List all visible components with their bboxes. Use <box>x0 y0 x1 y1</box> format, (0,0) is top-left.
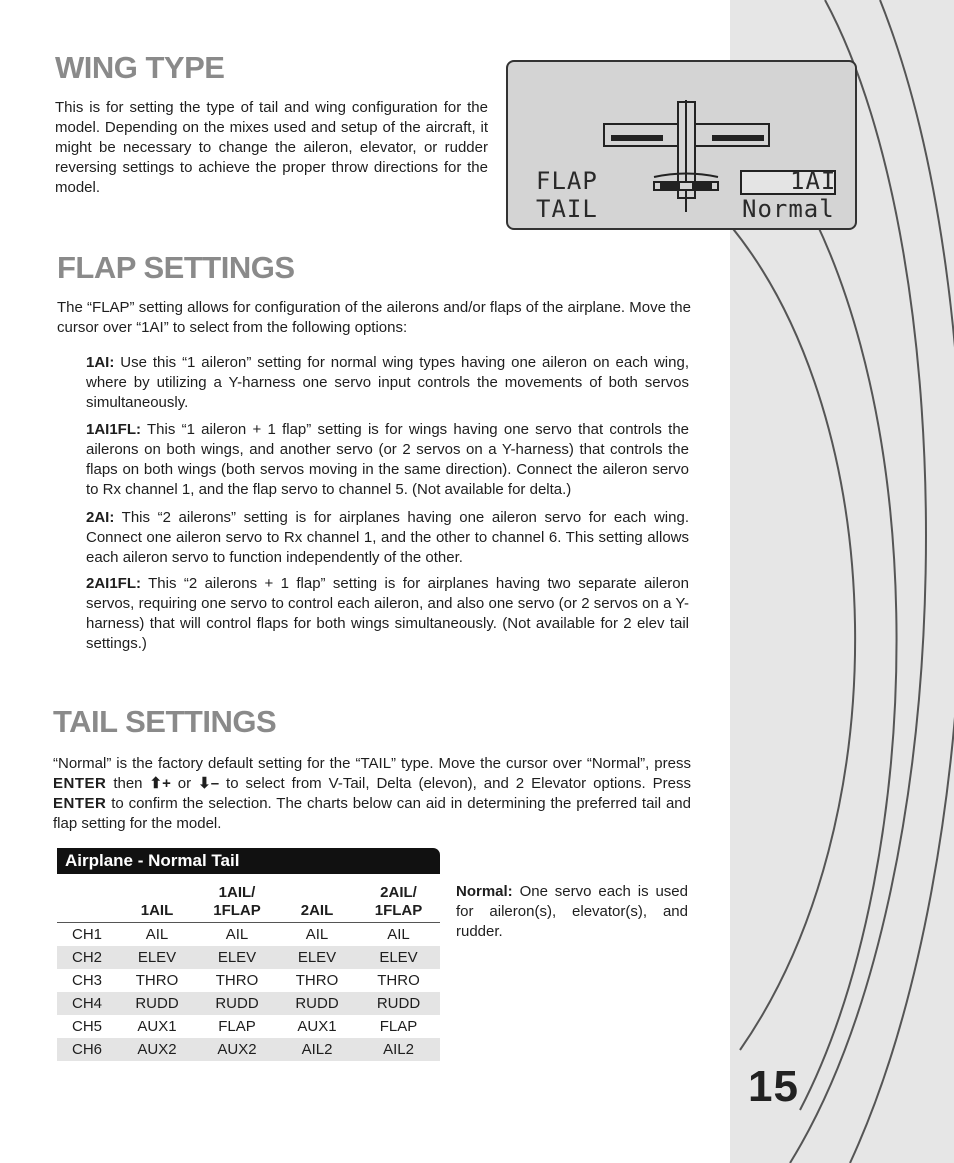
note-text: One servo each is used for aileron(s), elevator(s), and rudder. <box>456 883 688 940</box>
table-cell: RUDD <box>117 992 197 1015</box>
page-number: 15 <box>748 1062 799 1111</box>
wing-type-heading: WING TYPE <box>55 50 225 85</box>
table-cell: AIL2 <box>357 1038 440 1061</box>
table-row <box>57 1015 440 1038</box>
table-cell: AIL <box>305 926 329 943</box>
option-text: Use this “1 aileron” setting for normal wing types having one aileron on each wing, where by utilizing a Y-harness one servo input controls the movements of both servos simultaneously. <box>86 354 689 411</box>
table-cell: AIL <box>145 926 169 943</box>
table-cell: THRO <box>295 972 339 989</box>
lcd-flap-label: FLAP <box>536 167 598 195</box>
table-title: Airplane - Normal Tail <box>57 848 440 874</box>
table-cell: AIL <box>387 926 410 943</box>
table-cell: CH1 <box>71 926 102 943</box>
text-run: “Normal” is the factory default setting for the “TAIL” type. Move the cursor over “Normal”, press <box>53 755 691 772</box>
wing-type-text: This is for setting the type of tail and wing configuration for the model. Depending on the mixes used and setup of the aircraft, it might be necessary to change the aileron, elevator, or rudder reversing settings to achieve the proper throw directions for the model. <box>55 99 488 196</box>
table-header: 2AIL <box>277 874 357 923</box>
table-cell: ELEV <box>357 946 440 969</box>
tail-settings-text <box>53 754 691 834</box>
table-row <box>57 1038 440 1061</box>
tail-settings-heading: TAIL SETTINGS <box>53 704 277 739</box>
table-cell: CH5 <box>71 1018 102 1035</box>
lcd-tail-label: TAIL <box>536 195 598 223</box>
text-run: to confirm the selection. The charts below can aid in determining the preferred tail and flap setting for the model. <box>53 795 691 832</box>
table-cell: AUX2 <box>117 1038 197 1061</box>
channel-table <box>57 874 440 1061</box>
option-term: 2AI1FL: <box>86 575 142 592</box>
table-row <box>57 969 440 992</box>
table-cell: ELEV <box>117 946 197 969</box>
down-minus-key-icon: ⬇– <box>198 775 220 792</box>
table-cell: FLAP <box>218 1018 256 1035</box>
text-run: to select from V-Tail, Delta (elevon), and 2 Elevator options. Press <box>219 775 691 792</box>
option-text: This “2 ailerons + 1 flap” setting is for airplanes having two separate aileron servos, requiring one servo to control each aileron, and also one servo (or 2 servos on a Y-harness) that will control flaps for both wings simultaneously. (Not available for 2 elev tail settings.) <box>86 575 689 652</box>
table-header: 2AIL/ 1FLAP <box>357 874 440 923</box>
table-cell: CH3 <box>71 972 102 989</box>
table-cell: AUX1 <box>137 1018 177 1035</box>
table-cell: THRO <box>135 972 179 989</box>
table-header <box>57 874 117 923</box>
enter-key: ENTER <box>53 775 107 792</box>
table-header-row <box>57 874 440 923</box>
lcd-tail-value[interactable]: Normal <box>742 195 835 223</box>
enter-key: ENTER <box>53 795 107 812</box>
table-cell: FLAP <box>379 1018 418 1035</box>
option-term: 1AI1FL: <box>86 421 142 438</box>
table-header: 1AIL/ 1FLAP <box>197 874 277 923</box>
normal-tail-table <box>57 848 440 1061</box>
table-row <box>57 923 440 947</box>
table-cell: ELEV <box>277 946 357 969</box>
table-row <box>57 946 440 969</box>
flap-settings-heading: FLAP SETTINGS <box>57 250 295 285</box>
option-2ai <box>86 508 689 568</box>
option-1ai <box>86 353 689 413</box>
table-cell: CH4 <box>57 992 117 1015</box>
table-cell: RUDD <box>277 992 357 1015</box>
table-cell: AUX2 <box>197 1038 277 1061</box>
option-2ai1fl <box>86 574 689 654</box>
table-cell: RUDD <box>197 992 277 1015</box>
table-header: 1AIL <box>117 874 197 923</box>
normal-tail-note <box>456 882 688 942</box>
option-term: 2AI: <box>86 509 115 526</box>
table-cell: AUX1 <box>297 1018 337 1035</box>
table-cell: THRO <box>215 972 259 989</box>
note-term: Normal: <box>456 883 513 900</box>
table-cell: CH2 <box>57 946 117 969</box>
text-run: then <box>106 775 150 792</box>
flap-settings-intro: The “FLAP” setting allows for configuration of the ailerons and/or flaps of the airplane. Move the cursor over “1AI” to select from the following options: <box>57 299 691 336</box>
table-cell: RUDD <box>357 992 440 1015</box>
option-1ai1fl <box>86 420 689 500</box>
option-term: 1AI: <box>86 354 115 371</box>
table-row <box>57 992 440 1015</box>
up-plus-key-icon: ⬆+ <box>149 775 171 792</box>
table-cell: AIL2 <box>277 1038 357 1061</box>
text-run: or <box>170 775 199 792</box>
table-cell: CH6 <box>57 1038 117 1061</box>
option-text: This “1 aileron + 1 flap” setting is for wings having one servo that controls the ailerons on both wings, and another servo (or 2 servos on a Y-harness) that controls the flaps on both wings (both servos moving in the same direction). Connect the aileron servo to Rx channel 1, and the flap servo to channel 5. (Not available for delta.) <box>86 421 689 498</box>
lcd-screen <box>506 60 857 230</box>
lcd-flap-value[interactable]: 1AI <box>790 167 837 195</box>
table-cell: THRO <box>377 972 420 989</box>
table-cell: ELEV <box>197 946 277 969</box>
option-text: This “2 ailerons” setting is for airplanes having one aileron servo for each wing. Connect one aileron servo to Rx channel 1, and the other to channel 6. This setting allows each aileron servo to function independently of the other. <box>86 509 689 566</box>
table-cell: AIL <box>225 926 249 943</box>
